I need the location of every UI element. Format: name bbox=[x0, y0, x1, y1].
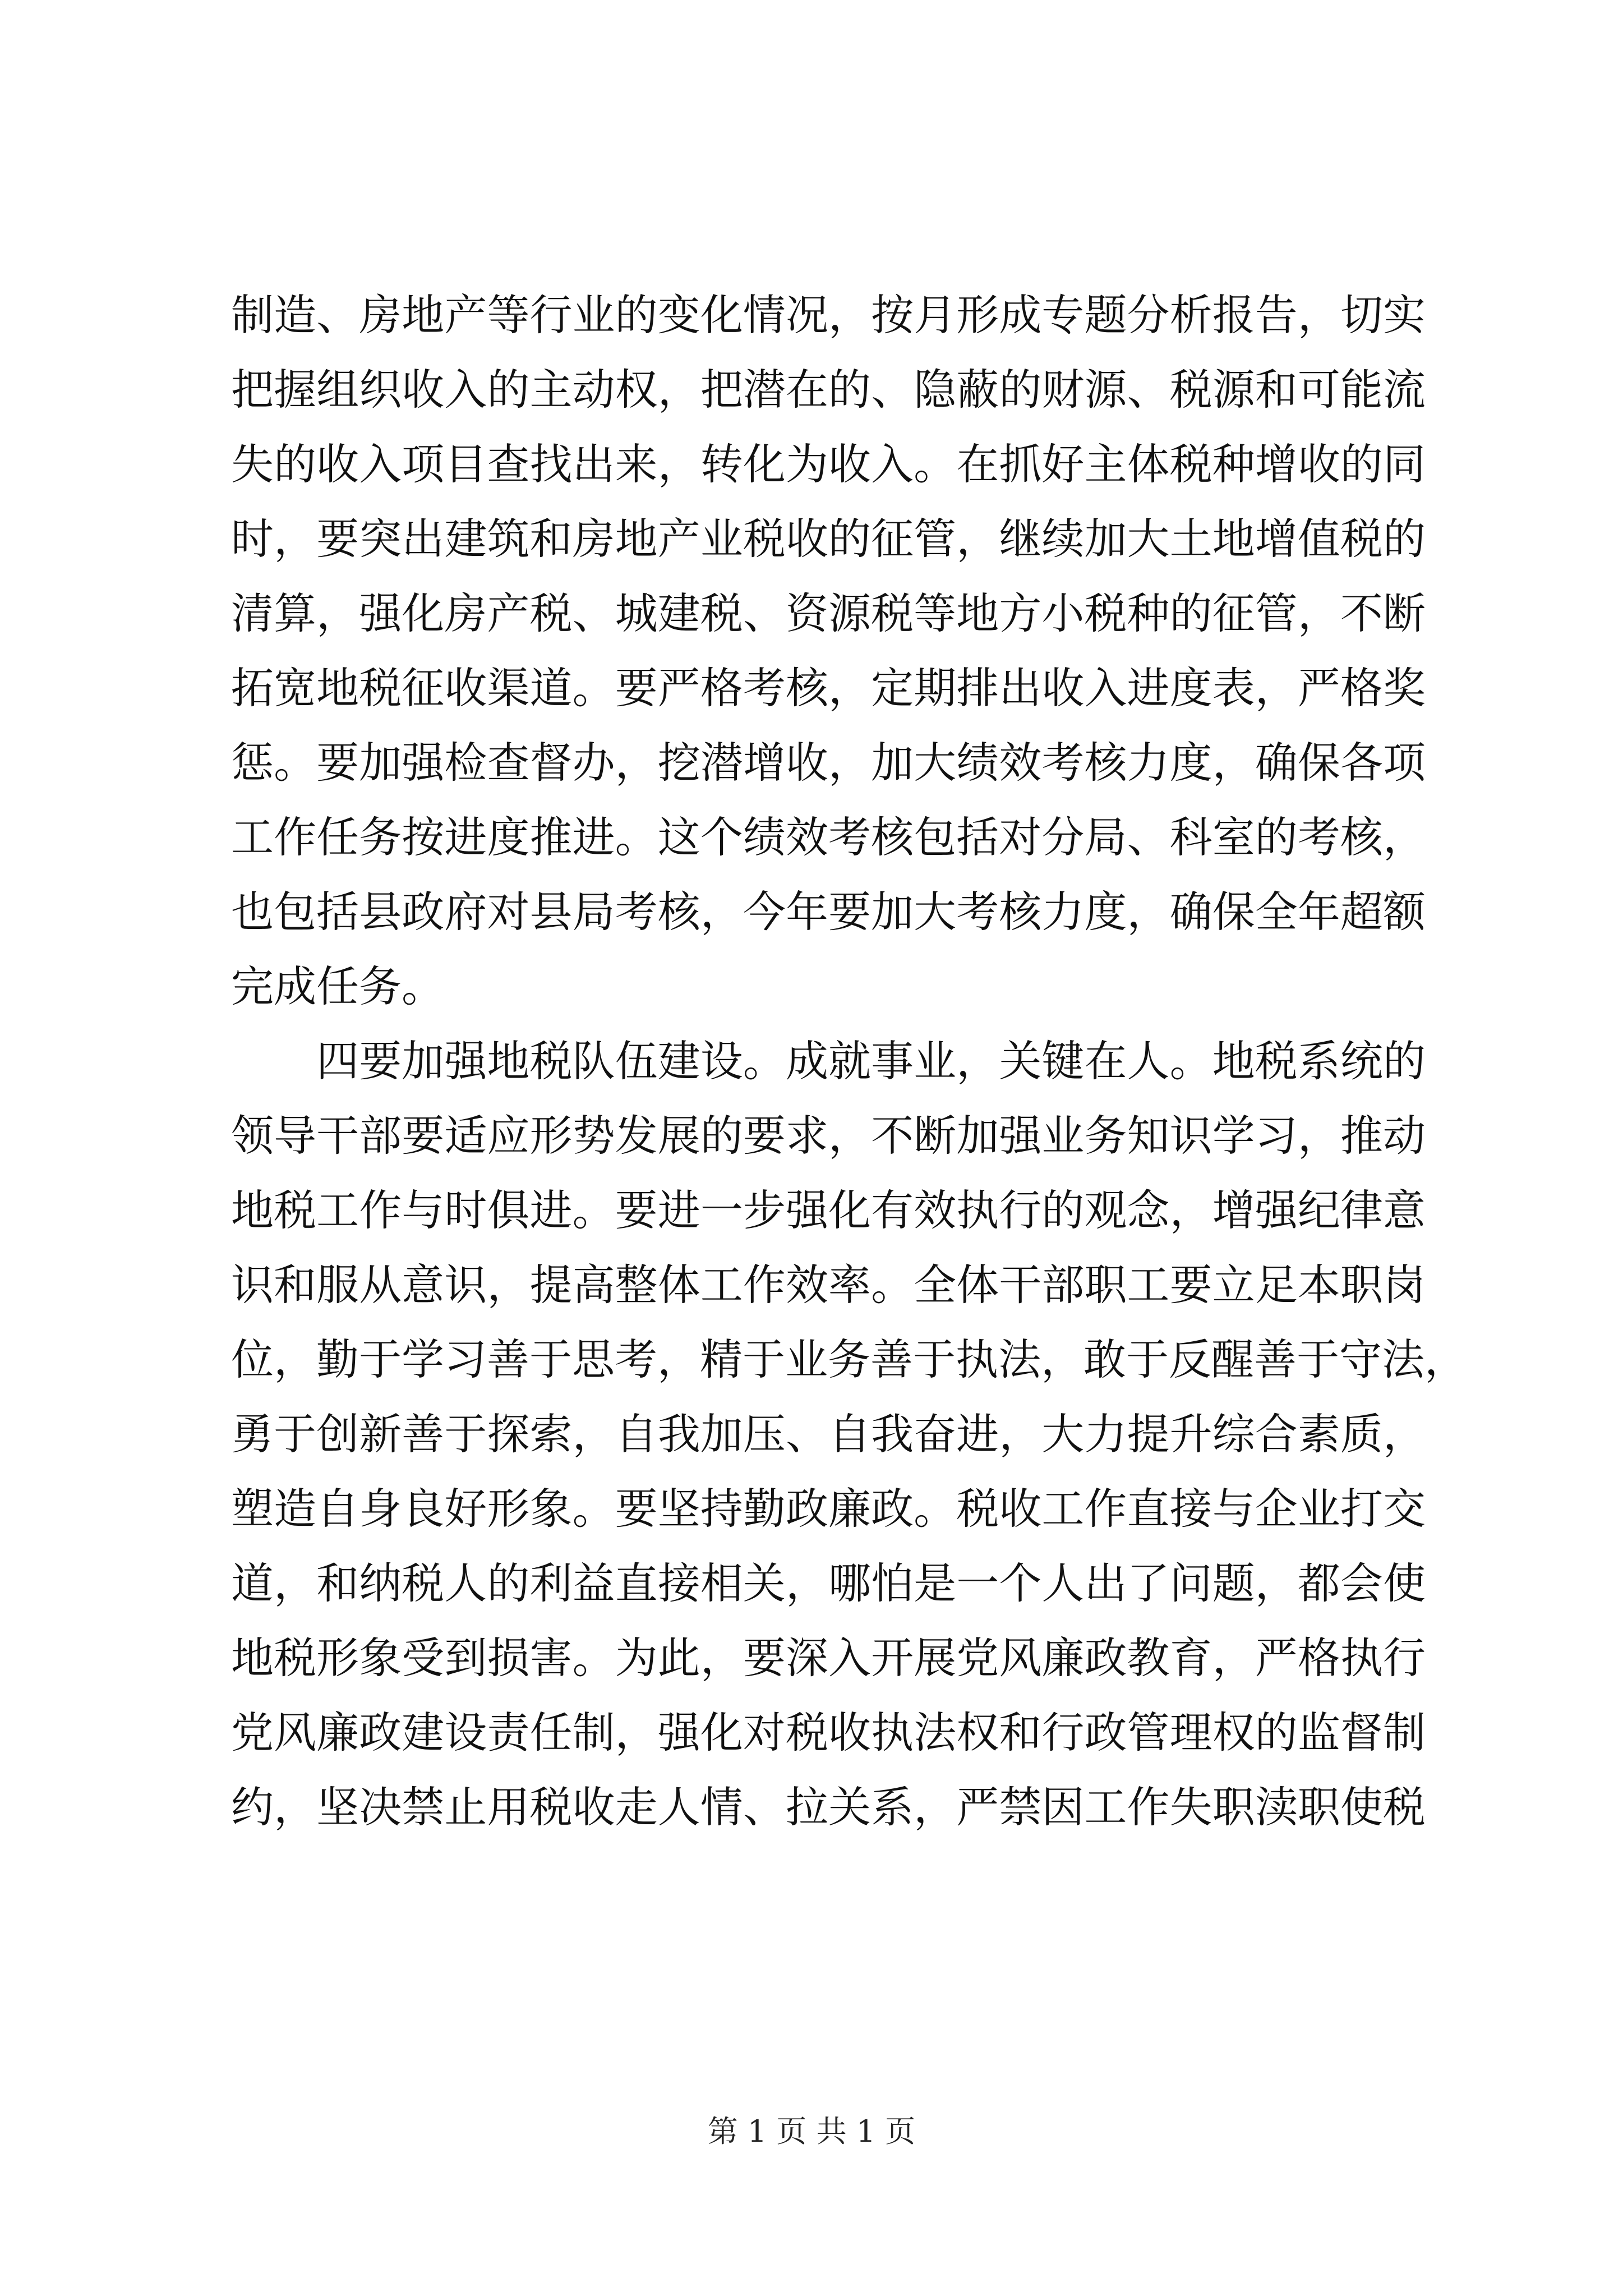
page-footer bbox=[0, 2109, 1623, 2154]
text-line: 惩。要加强检查督办，挖潜增收，加大绩效考核力度，确保各项 bbox=[231, 738, 1426, 788]
page-number-label: 第 1 页 共 1 页 bbox=[707, 2114, 916, 2149]
text-line: 时，要突出建筑和房地产业税收的征管，继续加大土地增值税的 bbox=[231, 514, 1426, 564]
text-line: 地税形象受到损害。为此，要深入开展党风廉政教育，严格执行 bbox=[231, 1633, 1426, 1683]
document-body bbox=[231, 278, 1467, 1844]
text-line: 制造、房地产等行业的变化情况，按月形成专题分析报告，切实 bbox=[231, 290, 1426, 340]
text-line: 塑造自身良好形象。要坚持勤政廉政。税收工作直接与企业打交 bbox=[231, 1484, 1426, 1534]
text-line: 把握组织收入的主动权，把潜在的、隐蔽的财源、税源和可能流 bbox=[231, 365, 1426, 415]
paragraph-1 bbox=[231, 278, 1426, 1024]
text-line: 失的收入项目查找出来，转化为收入。在抓好主体税种增收的同 bbox=[231, 439, 1426, 489]
text-line: 完成任务。 bbox=[231, 961, 444, 1011]
text-line: 识和服从意识，提高整体工作效率。全体干部职工要立足本职岗 bbox=[231, 1260, 1426, 1310]
text-line: 拓宽地税征收渠道。要严格考核，定期排出收入进度表，严格奖 bbox=[231, 663, 1426, 713]
text-line: 约，坚决禁止用税收走人情、拉关系，严禁因工作失职渎职使税 bbox=[231, 1782, 1426, 1832]
text-line: 党风廉政建设责任制，强化对税收执法权和行政管理权的监督制 bbox=[231, 1708, 1426, 1757]
text-line: 道，和纳税人的利益直接相关，哪怕是一个人出了问题，都会使 bbox=[231, 1558, 1426, 1608]
text-line: 工作任务按进度推进。这个绩效考核包括对分局、科室的考核， bbox=[231, 812, 1426, 862]
text-line: 四要加强地税队伍建设。成就事业，关键在人。地税系统的 bbox=[231, 1036, 1426, 1086]
paragraph-2 bbox=[231, 1024, 1467, 1844]
text-line: 地税工作与时俱进。要进一步强化有效执行的观念，增强纪律意 bbox=[231, 1185, 1426, 1235]
text-line: 清算，强化房产税、城建税、资源税等地方小税种的征管，不断 bbox=[231, 588, 1426, 638]
text-line: 也包括县政府对县局考核，今年要加大考核力度，确保全年超额 bbox=[231, 887, 1426, 937]
text-line: 勇于创新善于探索，自我加压、自我奋进，大力提升综合素质， bbox=[231, 1409, 1426, 1459]
text-line: 领导干部要适应形势发展的要求，不断加强业务知识学习，推动 bbox=[231, 1111, 1426, 1161]
text-line: 位，勤于学习善于思考，精于业务善于执法，敢于反醒善于守法， bbox=[231, 1335, 1467, 1384]
